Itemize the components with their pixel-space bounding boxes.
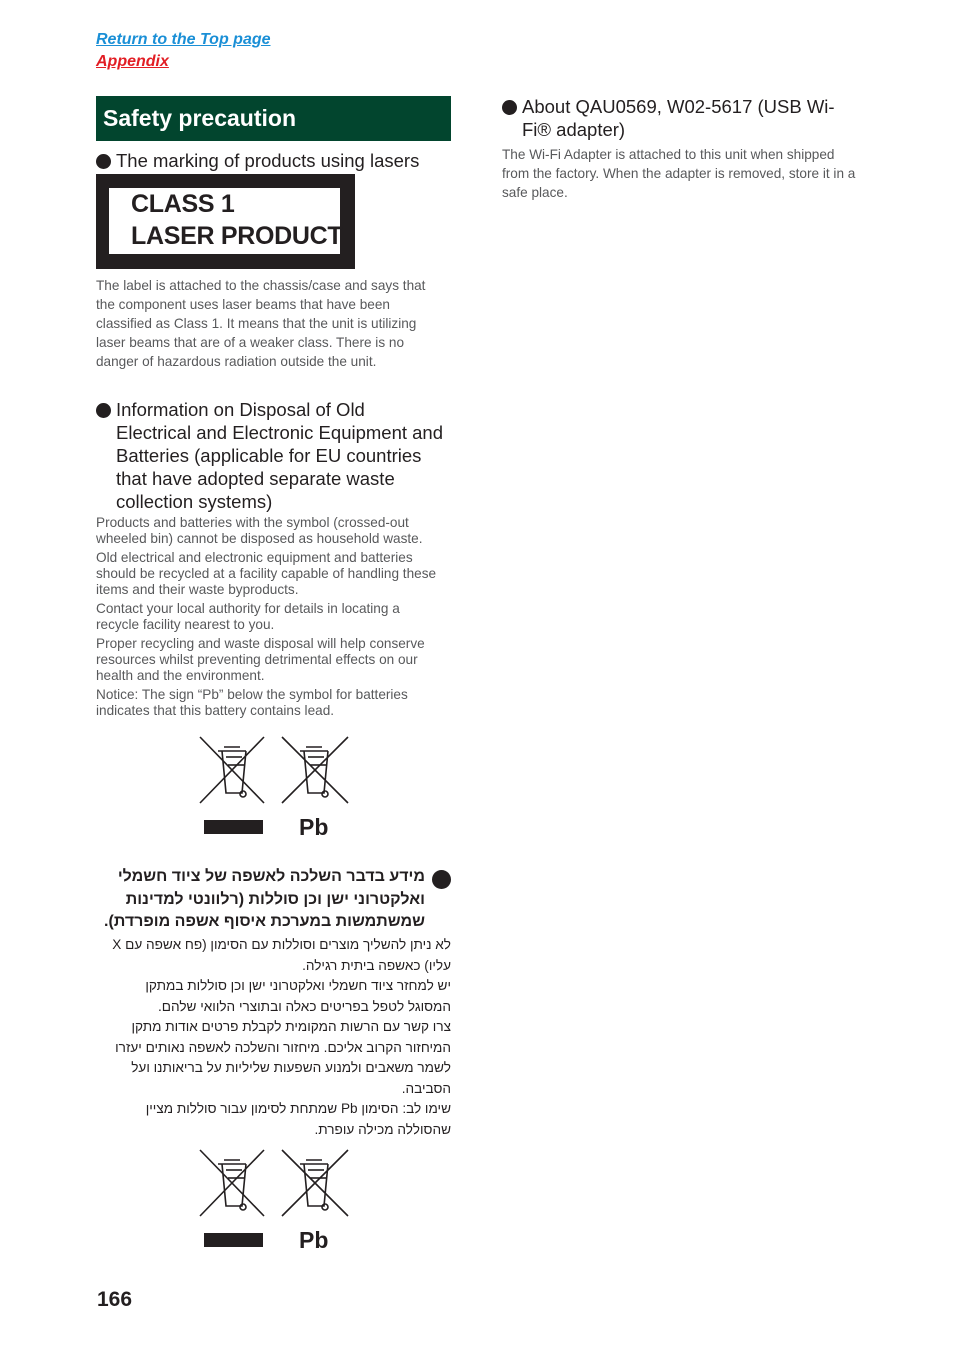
pb-label: Pb — [299, 1227, 329, 1253]
bullet-icon — [502, 100, 517, 115]
wifi-description: The Wi-Fi Adapter is attached to this unit when shipped from the factory. When the adapter is removed, store it in a safe place. — [502, 147, 856, 200]
disposal-heading-text: Information on Disposal of Old Electrical and Electronic Equipment and Batteries (applicable for EU countries that have adopted separate waste collection systems) — [116, 399, 444, 512]
disposal-paragraph: Contact your local authority for details in locating a recycle facility nearest to you. — [96, 601, 400, 632]
weee-symbols-hebrew — [198, 1148, 352, 1254]
appendix-link[interactable]: Appendix — [96, 53, 169, 70]
hebrew-heading-line: שמשתמשות במערכת איסוף אשפה מופרדת). — [104, 913, 425, 930]
hebrew-body-line: הסביבה. — [401, 1080, 451, 1096]
crossed-bin-icon — [198, 1148, 352, 1254]
return-to-top-link[interactable]: Return to the Top page — [96, 31, 271, 48]
pb-label: Pb — [299, 814, 329, 840]
disposal-paragraph: Proper recycling and waste disposal will help conserve resources whilst preventing detrimental effects on our health and the environment. — [96, 636, 425, 683]
wifi-heading-text: About QAU0569, W02-5617 (USB Wi-Fi® adapter) — [522, 96, 835, 140]
hebrew-body-line: צרו קשר עם הרשות המקומית לקבלת פרטים אודות מתקן — [131, 1019, 451, 1034]
weee-symbols — [198, 735, 352, 841]
disposal-paragraph: Old electrical and electronic equipment and batteries should be recycled at a facility capable of handling these items and their waste byproducts. — [96, 550, 437, 597]
hebrew-body-line: לשמר משאבים ולמנוע השפעות שליליות על בריאותנו ועל — [131, 1060, 451, 1075]
disposal-paragraph: Notice: The sign “Pb” below the symbol for batteries indicates that this battery contains lead. — [96, 687, 408, 718]
hebrew-body-line: שימו לב: הסימון Pb שמתחת לסימון עבור סוללות מציין — [145, 1101, 451, 1116]
hebrew-body — [96, 935, 451, 1140]
laser-label — [96, 174, 355, 269]
laser-heading-text: The marking of products using lasers — [116, 150, 420, 171]
laser-label-inner — [109, 188, 343, 254]
hebrew-heading-line: מידע בדבר השלכה לאשפה של ציוד חשמלי — [117, 868, 425, 885]
hebrew-heading — [104, 866, 425, 934]
disposal-body — [96, 515, 446, 722]
hebrew-body-line: עליו) כאשפה ביתית רגילה. — [302, 957, 451, 973]
disposal-heading — [96, 398, 444, 513]
section-title: Safety precaution — [96, 96, 451, 141]
hebrew-body-line: לא ניתן להשליך מוצרים וסוללות עם הסימון (פח אשפה עם X — [112, 937, 451, 952]
laser-label-line1: CLASS 1 — [131, 190, 235, 218]
hebrew-body-line: יש למחזר ציוד חשמלי ואלקטרוני ישן וכן סוללות במתקן — [145, 978, 451, 993]
page-number: 166 — [97, 1288, 133, 1311]
laser-label-line2: LASER PRODUCT — [131, 222, 343, 250]
wifi-heading — [502, 95, 862, 141]
bullet-icon — [432, 870, 451, 889]
bullet-icon — [96, 154, 111, 169]
hebrew-heading-line: ואלקטרוני ישן וכן סוללות (רלוונטי למדינות — [125, 890, 425, 908]
disposal-paragraph: Products and batteries with the symbol (crossed-out wheeled bin) cannot be disposed as household waste. — [96, 515, 423, 546]
bullet-icon — [96, 403, 111, 418]
hebrew-body-line: המסוגל לטפל בפריטים כאלה ובתוצרי הלוואי שלהם. — [157, 998, 451, 1014]
laser-description: The label is attached to the chassis/case and says that the component uses laser beams that have been classified as Class 1. It means that the unit is utilizing laser beams that are of a weaker class. There is no danger of hazardous radiation outside the unit. — [96, 278, 426, 369]
hebrew-body-line: המיחזור הקרוב אליכם. מיחזור והשלכה לאשפה נאותים יעזרו — [115, 1039, 451, 1055]
crossed-bin-icon — [198, 735, 352, 841]
hebrew-body-line: שהסוללה מכילה עופרת. — [314, 1121, 451, 1137]
laser-heading — [96, 149, 456, 172]
